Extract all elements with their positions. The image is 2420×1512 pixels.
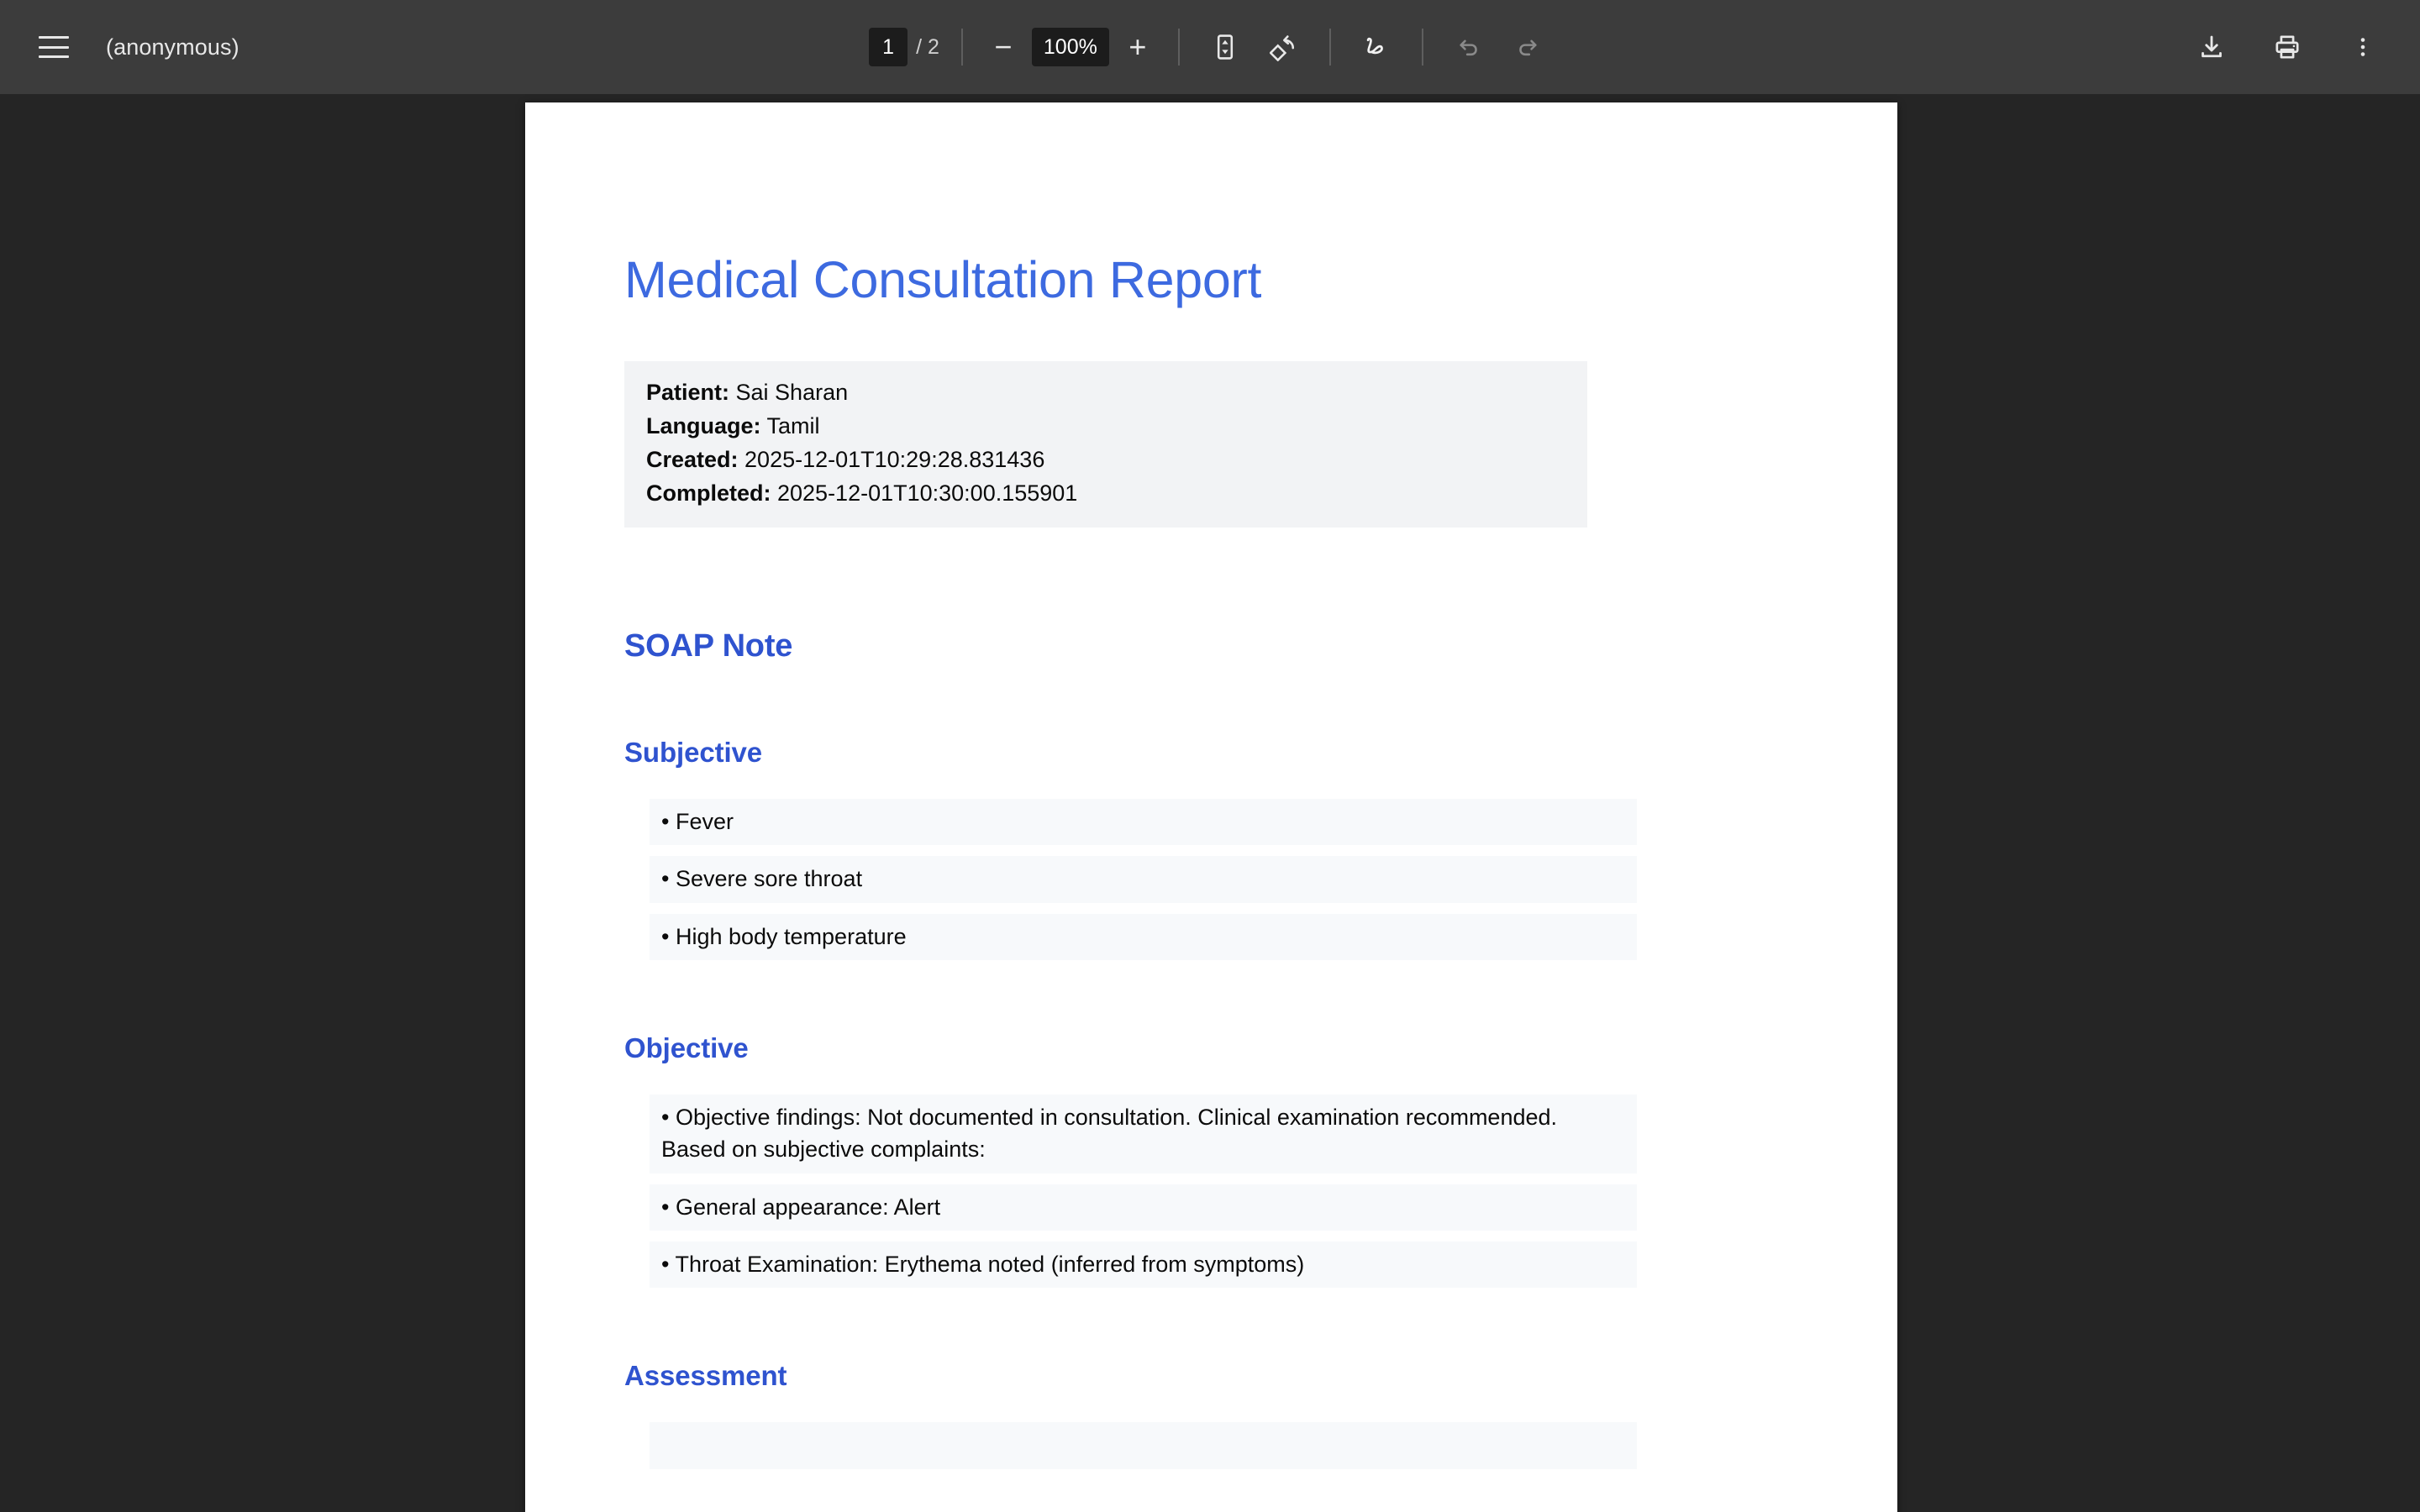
section-heading-assessment: Assessment <box>624 1360 787 1392</box>
meta-row-completed <box>646 477 1565 511</box>
rotate-clockwise-button[interactable] <box>1260 24 1307 71</box>
meta-label-patient: Patient: <box>646 380 730 406</box>
bullet-list-assessment <box>650 1422 1637 1468</box>
page-title: Medical Consultation Report <box>624 251 1262 308</box>
section-heading-subjective: Subjective <box>624 736 763 768</box>
page-navigation <box>869 28 939 66</box>
list-item: • Fever <box>650 799 1637 845</box>
list-item: • General appearance: Alert <box>650 1184 1637 1231</box>
toolbar-center-group <box>0 24 2420 71</box>
rotate-clockwise-icon <box>1270 33 1298 61</box>
more-options-icon <box>2350 34 2375 60</box>
meta-label-created: Created: <box>646 447 739 473</box>
meta-value-patient: Sai Sharan <box>729 380 849 406</box>
bullet-list-objective <box>650 1095 1637 1288</box>
page-number-input[interactable] <box>869 28 908 66</box>
redo-button[interactable] <box>1504 24 1551 71</box>
zoom-controls <box>985 28 1156 66</box>
meta-row-patient <box>646 376 1565 410</box>
list-item <box>650 1422 1637 1468</box>
view-tools-group <box>1202 24 1307 71</box>
toolbar-divider-4 <box>1422 29 1423 66</box>
download-icon <box>2197 33 2226 61</box>
zoom-level-field[interactable]: 100% <box>1032 28 1109 66</box>
toolbar-divider-1 <box>961 29 963 66</box>
bullet-list-subjective <box>650 799 1637 960</box>
zoom-out-button[interactable]: − <box>994 29 1013 64</box>
pdf-toolbar <box>0 0 2420 94</box>
zoom-in-button[interactable]: + <box>1128 29 1147 64</box>
fit-to-page-button[interactable] <box>1202 24 1249 71</box>
meta-value-completed: 2025-12-01T10:30:00.155901 <box>771 480 1078 506</box>
meta-row-created <box>646 444 1565 477</box>
page-total-label: / 2 <box>916 34 939 59</box>
undo-button[interactable] <box>1445 24 1492 71</box>
page-content <box>525 102 1897 1512</box>
download-button[interactable] <box>2188 24 2235 71</box>
fit-to-page-icon <box>1211 33 1239 61</box>
pdf-page-1 <box>525 102 1897 1512</box>
list-item: • Throat Examination: Erythema noted (inferred from symptoms) <box>650 1242 1637 1288</box>
toolbar-divider-3 <box>1329 29 1331 66</box>
print-button[interactable] <box>2264 24 2311 71</box>
list-item: • Severe sore throat <box>650 856 1637 902</box>
hamburger-menu-icon <box>39 36 69 58</box>
pdf-viewer-canvas[interactable] <box>0 94 2420 1512</box>
meta-value-language: Tamil <box>760 413 820 439</box>
list-item: • Objective findings: Not documented in consultation. Clinical examination recommended. Based on subjective complaints: <box>650 1095 1637 1173</box>
document-title: (anonymous) <box>106 34 239 60</box>
meta-row-language <box>646 410 1565 444</box>
meta-label-language: Language: <box>646 413 761 439</box>
undo-icon <box>1455 34 1482 60</box>
annotate-tools-group <box>1353 24 1400 71</box>
list-item: • High body temperature <box>650 914 1637 960</box>
section-heading-objective: Objective <box>624 1032 749 1063</box>
toolbar-left-group <box>0 24 239 71</box>
toolbar-right-group <box>2188 24 2420 71</box>
patient-meta-box <box>624 361 1587 528</box>
ink-annotate-button[interactable] <box>1353 24 1400 71</box>
ink-annotate-icon <box>1362 33 1391 61</box>
soap-note-heading: SOAP Note <box>624 627 793 664</box>
redo-icon <box>1514 34 1541 60</box>
meta-value-created: 2025-12-01T10:29:28.831436 <box>738 447 1045 473</box>
history-tools-group <box>1445 24 1551 71</box>
print-icon <box>2273 33 2302 61</box>
toolbar-divider-2 <box>1178 29 1180 66</box>
more-options-button[interactable] <box>2339 24 2386 71</box>
meta-label-completed: Completed: <box>646 480 771 506</box>
hamburger-menu-button[interactable] <box>30 24 77 71</box>
